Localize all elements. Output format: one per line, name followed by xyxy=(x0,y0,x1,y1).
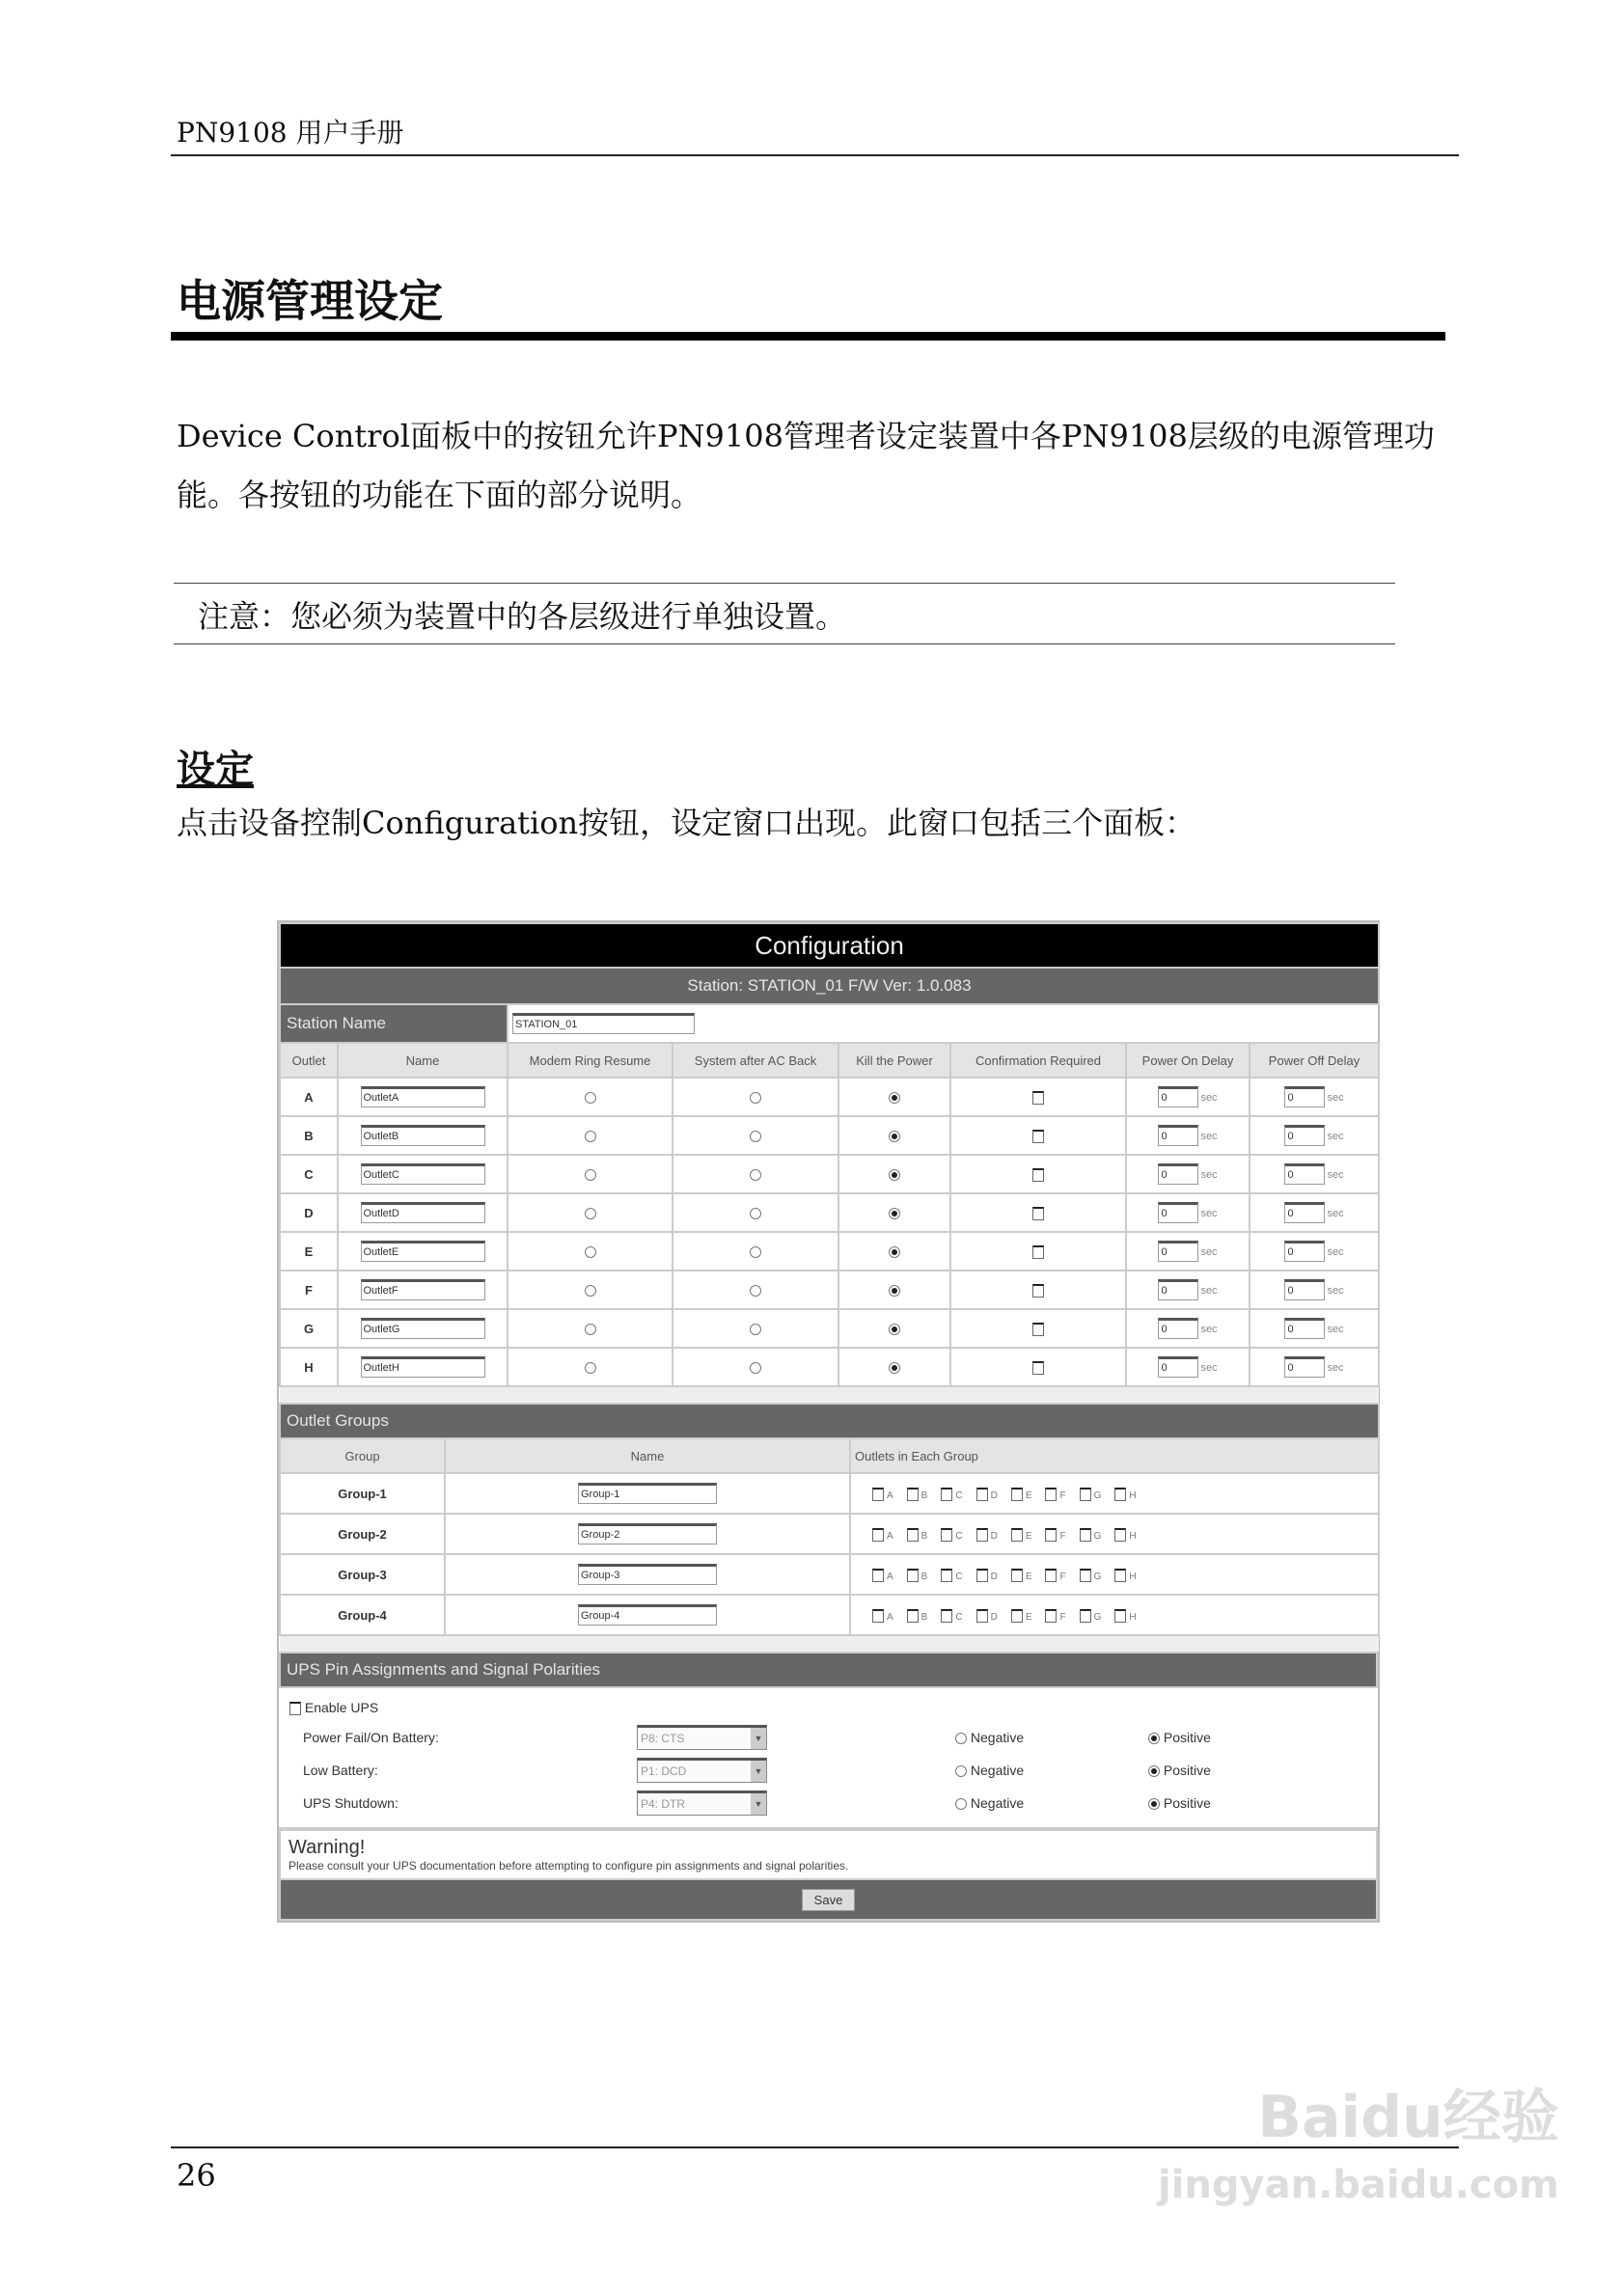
group-outlet-checkbox[interactable] xyxy=(872,1609,884,1623)
outlet-name-input[interactable]: OutletG xyxy=(361,1318,485,1339)
modem-radio[interactable] xyxy=(585,1092,596,1104)
modem-radio[interactable] xyxy=(585,1169,596,1181)
modem-radio[interactable] xyxy=(585,1324,596,1335)
header-rule xyxy=(171,154,1459,156)
group-outlet-checkbox[interactable] xyxy=(1011,1528,1023,1542)
negative-radio[interactable] xyxy=(955,1798,967,1810)
group-outlet-checkbox[interactable] xyxy=(907,1488,919,1501)
sec-unit: sec xyxy=(1200,1361,1218,1374)
outlet-groups-table xyxy=(279,1403,1380,1652)
sec-unit: sec xyxy=(1327,1168,1344,1181)
negative-radio[interactable] xyxy=(955,1765,967,1777)
group-outlet-checkbox[interactable] xyxy=(1114,1609,1126,1623)
outlet-row xyxy=(280,1271,1379,1309)
chevron-down-icon: ▼ xyxy=(751,1761,766,1782)
group-outlet-letter: C xyxy=(955,1530,963,1542)
sec-unit: sec xyxy=(1327,1091,1344,1104)
confirmation-checkbox[interactable] xyxy=(1032,1130,1044,1143)
modem-radio[interactable] xyxy=(585,1208,596,1219)
group-outlet-letter: E xyxy=(1025,1530,1032,1542)
system-radio[interactable] xyxy=(750,1092,761,1104)
ups-signal-label: Low Battery: xyxy=(303,1763,378,1778)
group-outlet-letter: D xyxy=(990,1571,998,1582)
group-outlet-checkbox[interactable] xyxy=(976,1569,988,1582)
positive-radio[interactable] xyxy=(1148,1798,1160,1810)
group-outlet-checkbox[interactable] xyxy=(976,1528,988,1542)
modem-radio[interactable] xyxy=(585,1246,596,1258)
sec-unit: sec xyxy=(1327,1361,1344,1374)
configuration-screenshot xyxy=(277,920,1380,1923)
sec-unit: sec xyxy=(1200,1245,1218,1258)
power-off-delay-input[interactable]: 0 xyxy=(1284,1163,1325,1185)
kill-radio[interactable] xyxy=(889,1362,900,1374)
spacer xyxy=(280,1635,1379,1652)
group-outlet-checkbox[interactable] xyxy=(941,1569,952,1582)
pin-select[interactable] xyxy=(637,1790,767,1816)
outlet-row xyxy=(280,1232,1379,1271)
group-outlet-letter: F xyxy=(1059,1611,1066,1623)
system-radio[interactable] xyxy=(750,1131,761,1142)
baidu-watermark-logo: Baidu经验 jingyan.baidu.com xyxy=(1158,2084,1559,2207)
station-name-label: Station Name xyxy=(280,1004,508,1043)
outlet-groups-title: Outlet Groups xyxy=(280,1404,1379,1438)
outlet-id: G xyxy=(280,1309,338,1348)
group-outlet-letter: H xyxy=(1129,1571,1137,1582)
subsection-title: 设定 xyxy=(177,748,254,792)
section-title: 电源管理设定 xyxy=(177,275,443,327)
sec-unit: sec xyxy=(1327,1130,1344,1142)
sec-unit: sec xyxy=(1200,1168,1218,1181)
group-outlet-letter: H xyxy=(1129,1530,1137,1542)
confirmation-checkbox[interactable] xyxy=(1032,1323,1044,1336)
kill-radio[interactable] xyxy=(889,1169,900,1181)
group-outlet-checkbox[interactable] xyxy=(872,1569,884,1582)
group-outlet-checkbox[interactable] xyxy=(1045,1569,1057,1582)
group-label: Group-4 xyxy=(280,1595,445,1635)
group-outlet-letter: E xyxy=(1025,1571,1032,1582)
ups-table xyxy=(279,1652,1378,1921)
group-outlet-letter: B xyxy=(920,1571,928,1582)
system-radio[interactable] xyxy=(750,1324,761,1335)
chevron-down-icon: ▼ xyxy=(751,1793,766,1815)
modem-radio[interactable] xyxy=(585,1285,596,1297)
group-outlet-letter: A xyxy=(887,1530,893,1542)
kill-radio[interactable] xyxy=(889,1324,900,1335)
negative-label: Negative xyxy=(970,1730,1025,1745)
group-outlet-checkbox[interactable] xyxy=(907,1528,919,1542)
group-name-input[interactable]: Group-1 xyxy=(578,1483,717,1504)
outlet-id: A xyxy=(280,1078,338,1116)
group-outlet-letter: F xyxy=(1059,1530,1066,1542)
group-outlet-checkbox[interactable] xyxy=(1011,1488,1023,1501)
outlet-id: B xyxy=(280,1116,338,1155)
enable-ups-checkbox[interactable] xyxy=(289,1702,301,1715)
intro-paragraph: Device Control面板中的按钮允许PN9108管理者设定装置中各PN9108层级的电源管理功能。各按钮的功能在下面的部分说明。 xyxy=(177,418,1435,513)
spacer xyxy=(280,1386,1379,1403)
outlet-table xyxy=(279,922,1380,1403)
group-outlet-letter: F xyxy=(1059,1571,1066,1582)
outlet-col-header: Kill the Power xyxy=(838,1043,950,1078)
group-outlet-letter: B xyxy=(920,1611,928,1623)
group-outlet-checkbox[interactable] xyxy=(941,1528,952,1542)
negative-radio[interactable] xyxy=(955,1733,967,1744)
group-outlet-checkbox[interactable] xyxy=(1011,1569,1023,1582)
outlet-col-header: Modem Ring Resume xyxy=(508,1043,673,1078)
system-radio[interactable] xyxy=(750,1362,761,1374)
group-name-input[interactable]: Group-3 xyxy=(578,1564,717,1585)
group-name-input[interactable]: Group-4 xyxy=(578,1604,717,1626)
station-name-input[interactable]: STATION_01 xyxy=(512,1013,695,1034)
group-outlets-col-header: Outlets in Each Group xyxy=(850,1438,1379,1473)
group-outlet-letter: A xyxy=(887,1571,893,1582)
sec-unit: sec xyxy=(1200,1284,1218,1297)
group-outlet-letter: E xyxy=(1025,1611,1032,1623)
group-outlet-checkbox[interactable] xyxy=(1114,1528,1126,1542)
kill-radio[interactable] xyxy=(889,1092,900,1104)
sec-unit: sec xyxy=(1327,1284,1344,1297)
group-row xyxy=(280,1514,1379,1554)
outlet-row xyxy=(280,1155,1379,1193)
group-row xyxy=(280,1554,1379,1595)
pin-value: P1: DCD xyxy=(641,1764,687,1778)
power-off-delay-input[interactable]: 0 xyxy=(1284,1086,1325,1107)
outlet-name-input[interactable]: OutletA xyxy=(361,1086,485,1107)
power-on-delay-input[interactable]: 0 xyxy=(1158,1318,1198,1339)
power-off-delay-input[interactable]: 0 xyxy=(1284,1241,1325,1262)
outlet-name-input[interactable]: OutletD xyxy=(361,1202,485,1223)
group-outlet-checkbox[interactable] xyxy=(941,1488,952,1501)
note-text: 注意：您必须为装置中的各层级进行单独设置。 xyxy=(198,598,847,635)
kill-radio[interactable] xyxy=(889,1131,900,1142)
group-outlet-checkbox[interactable] xyxy=(1045,1528,1057,1542)
group-outlet-checkbox[interactable] xyxy=(1080,1609,1091,1623)
positive-radio[interactable] xyxy=(1148,1733,1160,1744)
group-outlet-checkbox[interactable] xyxy=(976,1488,988,1501)
group-outlet-checkbox[interactable] xyxy=(1011,1609,1023,1623)
group-outlet-letter: G xyxy=(1093,1490,1102,1501)
kill-radio[interactable] xyxy=(889,1285,900,1297)
group-outlet-checkbox[interactable] xyxy=(1080,1569,1091,1582)
power-on-delay-input[interactable]: 0 xyxy=(1158,1086,1198,1107)
sec-unit: sec xyxy=(1327,1245,1344,1258)
system-radio[interactable] xyxy=(750,1285,761,1297)
sec-unit: sec xyxy=(1200,1207,1218,1219)
group-label: Group-3 xyxy=(280,1554,445,1595)
power-on-delay-input[interactable]: 0 xyxy=(1158,1356,1198,1378)
outlet-id: H xyxy=(280,1348,338,1386)
note-rule-bottom xyxy=(174,643,1395,644)
power-on-delay-input[interactable]: 0 xyxy=(1158,1125,1198,1146)
kill-radio[interactable] xyxy=(889,1246,900,1258)
group-name-input[interactable]: Group-2 xyxy=(578,1523,717,1544)
save-button[interactable]: Save xyxy=(802,1889,856,1911)
sec-unit: sec xyxy=(1200,1091,1218,1104)
power-off-delay-input[interactable]: 0 xyxy=(1284,1125,1325,1146)
group-outlet-letter: B xyxy=(920,1490,928,1501)
sec-unit: sec xyxy=(1200,1323,1218,1335)
confirmation-checkbox[interactable] xyxy=(1032,1245,1044,1259)
group-outlet-letter: H xyxy=(1129,1611,1137,1623)
group-outlet-letter: E xyxy=(1025,1490,1032,1501)
group-name-col-header: Name xyxy=(445,1438,850,1473)
group-outlet-checkbox[interactable] xyxy=(872,1528,884,1542)
group-outlet-letter: B xyxy=(920,1530,928,1542)
power-on-delay-input[interactable]: 0 xyxy=(1158,1241,1198,1262)
group-col-header: Group xyxy=(280,1438,445,1473)
system-radio[interactable] xyxy=(750,1246,761,1258)
outlet-id: E xyxy=(280,1232,338,1271)
group-outlet-letter: D xyxy=(990,1611,998,1623)
sec-unit: sec xyxy=(1200,1130,1218,1142)
modem-radio[interactable] xyxy=(585,1131,596,1142)
group-outlet-checkbox[interactable] xyxy=(907,1569,919,1582)
ups-row xyxy=(289,1787,1367,1819)
group-outlet-checkbox[interactable] xyxy=(907,1609,919,1623)
outlet-id: C xyxy=(280,1155,338,1193)
group-outlet-letter: F xyxy=(1059,1490,1066,1501)
running-header: PN9108 用户手册 xyxy=(177,117,404,149)
positive-radio[interactable] xyxy=(1148,1765,1160,1777)
subsection-text: 点击设备控制Configuration按钮，设定窗口出现。此窗口包括三个面板： xyxy=(177,805,1196,841)
ups-row xyxy=(289,1754,1367,1787)
group-label: Group-2 xyxy=(280,1514,445,1554)
confirmation-checkbox[interactable] xyxy=(1032,1207,1044,1220)
outlet-row xyxy=(280,1116,1379,1155)
modem-radio[interactable] xyxy=(585,1362,596,1374)
outlet-name-input[interactable]: OutletB xyxy=(361,1125,485,1146)
confirmation-checkbox[interactable] xyxy=(1032,1091,1044,1105)
negative-label: Negative xyxy=(970,1763,1025,1778)
group-outlet-checkbox[interactable] xyxy=(941,1609,952,1623)
ups-signal-label: UPS Shutdown: xyxy=(303,1795,398,1811)
group-row xyxy=(280,1595,1379,1635)
group-outlet-checkbox[interactable] xyxy=(872,1488,884,1501)
group-label: Group-1 xyxy=(280,1473,445,1514)
outlet-name-input[interactable]: OutletE xyxy=(361,1241,485,1262)
outlet-id: D xyxy=(280,1193,338,1232)
outlet-name-input[interactable]: OutletF xyxy=(361,1279,485,1300)
confirmation-checkbox[interactable] xyxy=(1032,1361,1044,1375)
group-outlet-letter: G xyxy=(1093,1530,1102,1542)
positive-label: Positive xyxy=(1163,1763,1211,1778)
note-rule-top xyxy=(174,583,1395,584)
confirmation-checkbox[interactable] xyxy=(1032,1168,1044,1182)
group-outlet-letter: H xyxy=(1129,1490,1137,1501)
group-outlet-letter: C xyxy=(955,1490,963,1501)
group-outlet-checkbox[interactable] xyxy=(1114,1569,1126,1582)
group-outlet-letter: D xyxy=(990,1530,998,1542)
power-on-delay-input[interactable]: 0 xyxy=(1158,1202,1198,1223)
group-outlet-checkbox[interactable] xyxy=(1080,1528,1091,1542)
outlet-col-header: System after AC Back xyxy=(673,1043,838,1078)
outlet-col-header: Power On Delay xyxy=(1126,1043,1250,1078)
group-outlet-letter: D xyxy=(990,1490,998,1501)
outlet-col-header: Outlet xyxy=(280,1043,338,1078)
page-number: 26 xyxy=(177,2157,216,2194)
group-outlet-checkbox[interactable] xyxy=(976,1609,988,1623)
outlet-row xyxy=(280,1193,1379,1232)
outlet-col-header: Power Off Delay xyxy=(1250,1043,1379,1078)
system-radio[interactable] xyxy=(750,1208,761,1219)
station-info: Station: STATION_01 F/W Ver: 1.0.083 xyxy=(280,968,1379,1004)
group-outlet-checkbox[interactable] xyxy=(1045,1609,1057,1623)
kill-radio[interactable] xyxy=(889,1208,900,1219)
group-outlet-letter: G xyxy=(1093,1571,1102,1582)
positive-label: Positive xyxy=(1163,1795,1211,1811)
outlet-row xyxy=(280,1078,1379,1116)
pin-value: P8: CTS xyxy=(641,1732,685,1745)
outlet-name-input[interactable]: OutletC xyxy=(361,1163,485,1185)
warning-text: Please consult your UPS documentation before attempting to configure pin assignments and signal polarities. xyxy=(288,1859,849,1872)
outlet-row xyxy=(280,1348,1379,1386)
pin-select[interactable] xyxy=(637,1758,767,1783)
system-radio[interactable] xyxy=(750,1169,761,1181)
power-on-delay-input[interactable]: 0 xyxy=(1158,1279,1198,1300)
power-off-delay-input[interactable]: 0 xyxy=(1284,1318,1325,1339)
chevron-down-icon: ▼ xyxy=(751,1728,766,1749)
outlet-col-header: Name xyxy=(338,1043,508,1078)
group-outlet-checkbox[interactable] xyxy=(1045,1488,1057,1501)
group-outlet-letter: C xyxy=(955,1611,963,1623)
pin-value: P4: DTR xyxy=(641,1797,686,1811)
outlet-name-input[interactable]: OutletH xyxy=(361,1356,485,1378)
negative-label: Negative xyxy=(970,1795,1025,1811)
warning-title: Warning! xyxy=(288,1837,366,1858)
power-on-delay-input[interactable]: 0 xyxy=(1158,1163,1198,1185)
ups-signal-label: Power Fail/On Battery: xyxy=(303,1730,439,1745)
enable-ups-label: Enable UPS xyxy=(304,1700,379,1715)
group-outlet-checkbox[interactable] xyxy=(1114,1488,1126,1501)
outlet-id: F xyxy=(280,1271,338,1309)
group-outlet-checkbox[interactable] xyxy=(1080,1488,1091,1501)
positive-label: Positive xyxy=(1163,1730,1211,1745)
ups-title: UPS Pin Assignments and Signal Polarities xyxy=(280,1653,1377,1687)
outlet-row xyxy=(280,1309,1379,1348)
sec-unit: sec xyxy=(1327,1207,1344,1219)
sec-unit: sec xyxy=(1327,1323,1344,1335)
confirmation-checkbox[interactable] xyxy=(1032,1284,1044,1298)
title-rule xyxy=(171,332,1445,341)
group-row xyxy=(280,1473,1379,1514)
config-title: Configuration xyxy=(280,923,1379,968)
group-outlet-letter: A xyxy=(887,1490,893,1501)
group-outlet-letter: A xyxy=(887,1611,893,1623)
power-off-delay-input[interactable]: 0 xyxy=(1284,1202,1325,1223)
group-outlet-letter: G xyxy=(1093,1611,1102,1623)
ups-row xyxy=(289,1721,1367,1754)
power-off-delay-input[interactable]: 0 xyxy=(1284,1356,1325,1378)
power-off-delay-input[interactable]: 0 xyxy=(1284,1279,1325,1300)
outlet-col-header: Confirmation Required xyxy=(950,1043,1126,1078)
pin-select[interactable] xyxy=(637,1725,767,1750)
group-outlet-letter: C xyxy=(955,1571,963,1582)
